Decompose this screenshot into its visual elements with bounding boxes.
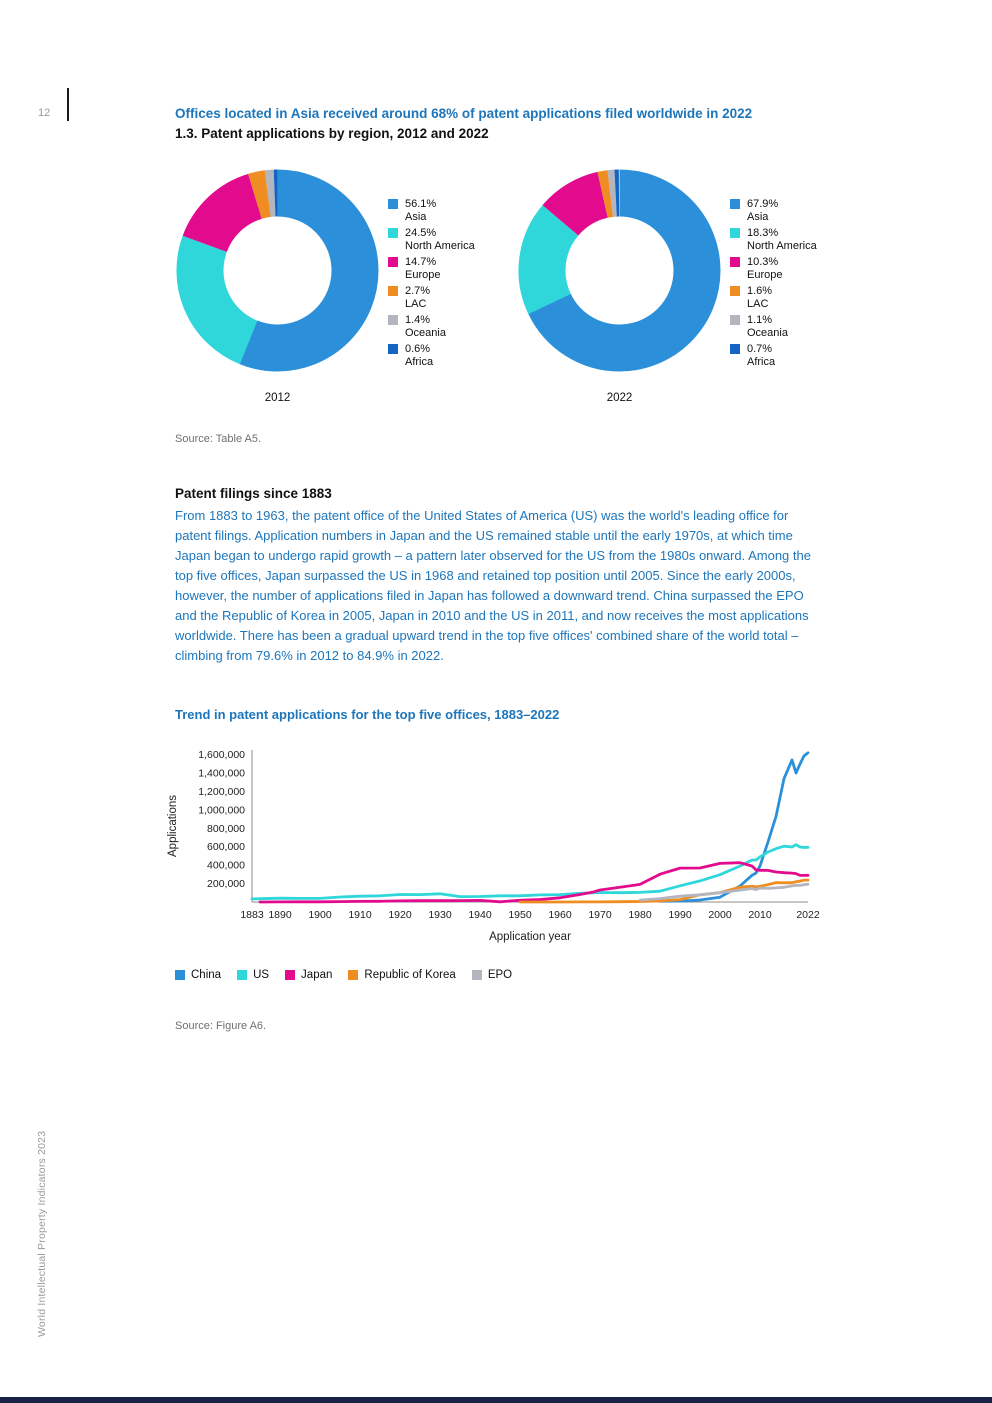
legend-percentage: 0.7%	[747, 343, 773, 355]
legend-swatch	[472, 970, 482, 980]
page-bottom-edge	[0, 1397, 992, 1403]
legend-swatch	[285, 970, 295, 980]
legend-item-oceania	[388, 314, 513, 339]
legend-percentage: 2.7%	[405, 285, 431, 297]
x-tick-label: 1970	[588, 909, 612, 921]
legend-item-africa	[730, 343, 855, 368]
legend-percentage: 14.7%	[405, 256, 437, 268]
corner-rule	[67, 88, 69, 121]
legend-region-label: Oceania	[405, 326, 446, 339]
legend-swatch	[388, 344, 398, 354]
legend-region-label: North America	[405, 239, 475, 252]
legend-swatch	[730, 199, 740, 209]
source-table-a5: Source: Table A5.	[175, 433, 262, 445]
legend-percentage: 1.6%	[747, 285, 773, 297]
x-tick-label: 1960	[548, 909, 572, 921]
legend-swatch	[388, 257, 398, 267]
page-number: 12	[38, 107, 51, 119]
legend-swatch	[175, 970, 185, 980]
legend-region-label: Oceania	[747, 326, 788, 339]
x-tick-label: 1883	[240, 909, 264, 921]
legend-region-label: Asia	[747, 210, 769, 223]
series-line-epo	[640, 884, 808, 900]
donut-svg-2012	[175, 168, 380, 373]
donut-legend-2012	[388, 198, 513, 404]
legend-region-label: LAC	[405, 297, 427, 310]
trend-legend	[175, 969, 512, 981]
y-tick-label: 600,000	[207, 841, 245, 854]
x-tick-label: 1890	[268, 909, 292, 921]
legend-region-label: Asia	[405, 210, 427, 223]
x-tick-label: 2022	[796, 909, 820, 921]
x-tick-label: 1980	[628, 909, 652, 921]
legend-item-lac	[388, 285, 513, 310]
legend-series-label: Republic of Korea	[364, 969, 456, 981]
x-tick-label: 1950	[508, 909, 532, 921]
legend-item-north-america	[730, 227, 855, 252]
legend-region-label: Africa	[405, 355, 434, 368]
y-tick-label: 800,000	[207, 822, 245, 835]
trend-chart-title: Trend in patent applications for the top five offices, 1883–2022	[175, 707, 560, 722]
donut-charts	[175, 168, 859, 404]
legend-region-label: Europe	[747, 268, 783, 281]
legend-swatch	[237, 970, 247, 980]
legend-item-north-america	[388, 227, 513, 252]
trend-legend-item-us	[237, 969, 269, 981]
x-tick-label: 1900	[308, 909, 332, 921]
legend-swatch	[730, 286, 740, 296]
legend-series-label: Japan	[301, 969, 333, 981]
legend-swatch	[730, 228, 740, 238]
x-tick-label: 1990	[668, 909, 692, 921]
trend-legend-item-epo	[472, 969, 512, 981]
legend-percentage: 56.1%	[405, 198, 437, 210]
legend-series-label: China	[191, 969, 222, 981]
y-tick-label: 1,400,000	[198, 767, 245, 780]
legend-percentage: 10.3%	[747, 256, 779, 268]
legend-item-africa	[388, 343, 513, 368]
legend-item-lac	[730, 285, 855, 310]
x-axis-title: Application year	[489, 931, 571, 943]
donut-figure-2012	[175, 168, 517, 404]
legend-percentage: 0.6%	[405, 343, 431, 355]
legend-item-oceania	[730, 314, 855, 339]
y-axis-title: Applications	[167, 794, 179, 858]
donut-figure-2022	[517, 168, 859, 404]
legend-swatch	[388, 315, 398, 325]
legend-swatch	[388, 228, 398, 238]
body-paragraph: From 1883 to 1963, the patent office of the United States of America (US) was the world's leading office for patent filings. Application numbers in Japan and the US remained stable until the early 1970s, at which time Japan began to undergo rapid growth – a pattern later observed for the US from the 1980s onward. Among the top five offices, Japan surpassed the US in 1968 and retained top position until 2005. Since the early 2000s, however, the number of applications filed in Japan has followed a downward trend. China surpassed the EPO and the Republic of Korea in 2005, Japan in 2010 and the US in 2011, and now receives the most applications worldwide. There has been a gradual upward trend in the top five offices' combined share of the world total – climbing from 79.6% in 2012 to 84.9% in 2022.	[175, 508, 811, 663]
y-tick-label: 1,000,000	[198, 804, 245, 817]
legend-swatch	[730, 344, 740, 354]
legend-item-asia	[730, 198, 855, 223]
headline: Offices located in Asia received around 68% of patent applications filed worldwide in 2022	[175, 106, 753, 121]
x-tick-label: 1910	[348, 909, 372, 921]
section-heading: Patent filings since 1883	[175, 486, 332, 501]
y-tick-label: 1,600,000	[198, 749, 245, 762]
trend-legend-item-japan	[285, 969, 332, 981]
legend-swatch	[348, 970, 358, 980]
y-tick-label: 400,000	[207, 859, 245, 872]
legend-swatch	[730, 315, 740, 325]
legend-region-label: Europe	[405, 268, 441, 281]
legend-percentage: 67.9%	[747, 198, 779, 210]
legend-region-label: Africa	[747, 355, 776, 368]
y-tick-label: 200,000	[207, 878, 245, 891]
legend-swatch	[388, 199, 398, 209]
donut-svg-2022	[517, 168, 722, 373]
legend-region-label: LAC	[747, 297, 769, 310]
series-line-china	[660, 753, 808, 901]
legend-swatch	[388, 286, 398, 296]
trend-svg	[160, 740, 840, 945]
x-tick-label: 1940	[468, 909, 492, 921]
x-tick-label: 2010	[748, 909, 772, 921]
legend-item-europe	[388, 256, 513, 281]
x-tick-label: 1920	[388, 909, 412, 921]
source-figure-a6: Source: Figure A6.	[175, 1020, 267, 1032]
sidebar-vertical-title: World Intellectual Property Indicators 2023	[36, 1130, 48, 1337]
legend-region-label: North America	[747, 239, 817, 252]
donut-caption-2012: 2012	[264, 392, 291, 404]
legend-percentage: 1.1%	[747, 314, 773, 326]
legend-percentage: 1.4%	[405, 314, 431, 326]
legend-percentage: 18.3%	[747, 227, 779, 239]
trend-legend-item-republic-of-korea	[348, 969, 455, 981]
y-tick-label: 1,200,000	[198, 785, 245, 798]
legend-item-europe	[730, 256, 855, 281]
x-tick-label: 2000	[708, 909, 732, 921]
legend-percentage: 24.5%	[405, 227, 437, 239]
donut-caption-2022: 2022	[606, 392, 633, 404]
legend-swatch	[730, 257, 740, 267]
donut-chart-2012	[175, 168, 380, 404]
figure-title: 1.3. Patent applications by region, 2012 and 2022	[175, 126, 489, 141]
trend-line-chart	[160, 740, 840, 950]
donut-legend-2022	[730, 198, 855, 404]
x-tick-label: 1930	[428, 909, 452, 921]
legend-series-label: US	[253, 969, 270, 981]
donut-chart-2022	[517, 168, 722, 404]
legend-series-label: EPO	[487, 969, 513, 981]
trend-legend-item-china	[175, 969, 221, 981]
legend-item-asia	[388, 198, 513, 223]
